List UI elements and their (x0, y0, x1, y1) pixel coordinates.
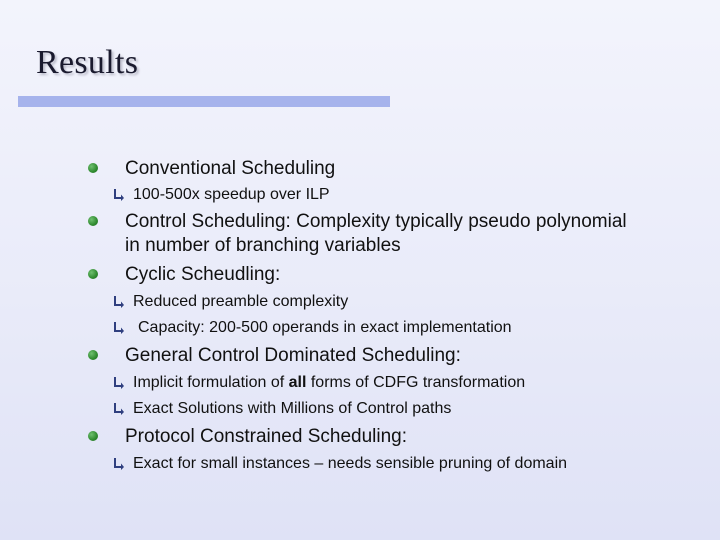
bullet-text (125, 210, 627, 258)
sub-bullet-text: Exact Solutions with Millions of Control paths (133, 400, 452, 417)
sub-bullet-text: Exact for small instances – needs sensible pruning of domain (133, 455, 568, 472)
green-dot-bullet-icon (88, 269, 98, 279)
green-dot-bullet-icon (88, 431, 98, 441)
green-dot-bullet-icon (88, 163, 98, 173)
bullet-text-line-1: Control Scheduling: Complexity typically pseudo polynomial (125, 211, 627, 232)
green-dot-bullet-icon (88, 216, 98, 226)
arrow-bullet-icon (114, 322, 124, 334)
bullet-text: Conventional Scheduling (125, 158, 336, 179)
arrow-bullet-icon (114, 458, 124, 470)
bold-emphasis: all (288, 374, 307, 391)
sub-bullet-text: 100-500x speedup over ILP (133, 186, 330, 203)
text-segment: Implicit formulation of (133, 374, 289, 391)
text-segment: forms of CDFG transformation (306, 374, 526, 391)
title-underline-bar (18, 96, 390, 107)
arrow-bullet-icon (114, 403, 124, 415)
bullet-text-line-2: in number of branching variables (125, 235, 401, 256)
arrow-bullet-icon (114, 296, 124, 308)
sub-bullet-text: Reduced preamble complexity (133, 293, 349, 310)
green-dot-bullet-icon (88, 350, 98, 360)
bullet-text: General Control Dominated Scheduling: (125, 345, 461, 366)
arrow-bullet-icon (114, 377, 124, 389)
sub-bullet-text: Capacity: 200-500 operands in exact implementation (138, 319, 512, 336)
sub-bullet-text (133, 373, 525, 393)
arrow-bullet-icon (114, 189, 124, 201)
bullet-text: Cyclic Scheudling: (125, 264, 281, 285)
slide-title: Results (36, 44, 139, 81)
bullet-text: Protocol Constrained Scheduling: (125, 426, 408, 447)
